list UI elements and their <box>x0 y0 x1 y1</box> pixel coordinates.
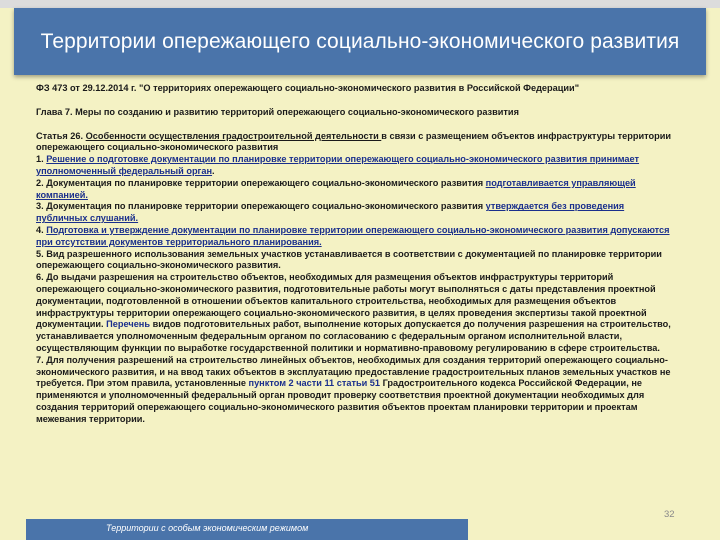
item-4-link[interactable]: Подготовка и утверждение документации по планировке территории опережающего социально-экономического развития допускаются при отсутствии документов территориального планирования. <box>36 224 670 247</box>
footer-text: Территории с особым экономическим режимом <box>106 523 309 533</box>
item-6-text-a: 6. До выдачи разрешения на строительство объектов, необходимых для размещения объектов инфраструктуры территорий опережающего социально-экономического развития, подготовительные работы могут выполняться с даты представления проектной документации, подготовленной в отношении объектов капитального строительства, необходимых для размещения объектов инфраструктуры территории опережающего социально-экономического развития, в целях проведения экспертизы такой проектной документации. <box>36 272 656 330</box>
item-1-end: . <box>212 165 215 176</box>
item-3-link[interactable]: утверждается без проведения публичных слушаний. <box>36 201 625 224</box>
item-2 <box>36 178 676 202</box>
item-2-text: 2. Документация по планировке территории опережающего социально-экономического развития <box>36 177 486 188</box>
item-4 <box>36 225 676 249</box>
slide-title: Территории опережающего социально-экономического развития <box>40 30 680 53</box>
item-1-num: 1. <box>36 154 47 165</box>
item-1 <box>36 154 676 178</box>
footer-bar <box>26 519 468 540</box>
item-7-text-a: 7. Для получения разрешений на строительство линейных объектов, необходимых для создания территорий опережающего социально-экономического развития, и на ввод таких объектов в эксплуатацию предоставление градостроительных планов земельных участков не требуется. При этом правила, установленные <box>36 354 671 389</box>
item-4-num: 4. <box>36 224 47 235</box>
item-7-link[interactable]: пунктом 2 части 11 статьи 51 <box>248 378 381 389</box>
page-number: 32 <box>664 509 675 520</box>
item-5: 5. Вид разрешенного использования земельных участков устанавливается в соответствии с документацией по планировке территории опережающего социально-экономического развития. <box>36 248 662 271</box>
item-6 <box>36 272 676 355</box>
item-7-text-b: Градостроительного кодекса Российской Федерации, не применяются и уполномоченный федеральный орган проводит проверку соответствия проектной документации необходимых для создания территорий опережающего социально-экономического развития объектов проектам планировки территории и проектам межевания территории. <box>36 378 645 424</box>
item-6-text-b: видов подготовительных работ, выполнение которых допускается до получения разрешения на строительство, устанавливается уполномоченным федеральным органом по согласованию с федеральным органом исполнительной власти, осуществляющим функции по выработке государственной политики и нормативно-правовому регулированию в сфере строительства. <box>36 319 671 353</box>
item-1-link[interactable]: Решение о подготовке документации по планировке территории опережающего социально-экономического развития принимает уполномоченный федеральный орган <box>36 154 640 176</box>
article-prefix: Статья 26. <box>36 130 86 141</box>
law-title: ФЗ 473 от 29.12.2014 г. "О территориях опережающего социально-экономического развития в Российской Федерации" <box>36 83 580 93</box>
article-rest: в связи с размещением объектов инфраструктуры территории опережающего социально-экономического развития <box>36 130 672 153</box>
item-2-link[interactable]: подготавливается управляющей компанией. <box>36 177 636 200</box>
item-3 <box>36 201 676 225</box>
top-strip <box>0 0 720 8</box>
article-link[interactable]: Особенности осуществления градостроительной деятельности <box>85 130 382 141</box>
slide-header <box>14 8 706 75</box>
document-body <box>36 83 676 426</box>
article-heading <box>36 131 676 155</box>
item-3-text: 3. Документация по планировке территории опережающего социально-экономического развития <box>36 201 486 212</box>
spacer <box>36 119 676 131</box>
item-7 <box>36 355 676 426</box>
spacer <box>36 95 676 107</box>
item-6-link[interactable]: Перечень <box>106 319 151 330</box>
chapter-heading: Глава 7. Меры по созданию и развитию территорий опережающего социально-экономического развития <box>36 106 519 117</box>
